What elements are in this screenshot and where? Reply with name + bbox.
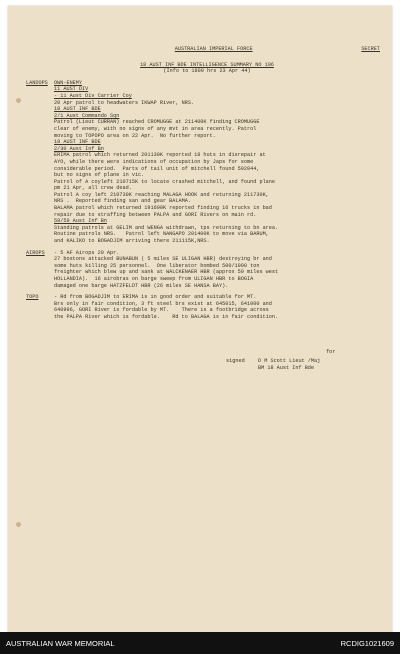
signature-name: D M Scott Lieut /Maj bbox=[258, 358, 321, 365]
text-line: considerable period. Parts of tail unit of mitchell found 592044, bbox=[54, 165, 260, 172]
signature-block bbox=[26, 349, 388, 372]
section-label: TOPO bbox=[26, 294, 39, 301]
text-line: freighter which blew up and sank at WALCKENAER HBR (approx 50 miles west bbox=[54, 269, 279, 276]
text-line: clear of enemy, with no signs of any mvt in area recently. Patrol bbox=[54, 125, 257, 132]
document-body bbox=[26, 46, 388, 371]
footer-record-id: RCDIG1021609 bbox=[340, 638, 394, 648]
text-line: pm 21 Apr, all crew dead. bbox=[54, 185, 132, 192]
section-body bbox=[54, 294, 388, 320]
signature-unit: BM 18 Aust Inf Bde bbox=[258, 364, 315, 371]
document-page bbox=[8, 6, 392, 632]
text-line: ERIMA patrol which returned 201130K reported 18 huts in disrepair at bbox=[54, 152, 266, 159]
text-line: 20 Apr patrol to headwaters IKWAP River, NRS. bbox=[54, 99, 195, 106]
text-line: HOLLANDIA). 16 airobras on barge sweep from ULIGAN HBR to BOGIA bbox=[54, 276, 254, 282]
text-line: damaged one barge HATZFELDT HBR (26 miles SE HANSA BAY). bbox=[54, 282, 229, 289]
unit-heading: 18 AUST INF BDE bbox=[54, 106, 101, 113]
sections-container bbox=[26, 80, 388, 321]
unit-heading: - 11 Aust Div Carrier Coy bbox=[54, 92, 132, 99]
text-line: BALAMA patrol which returned 191600K reported finding 16 trucks in bad bbox=[54, 205, 272, 212]
unit-heading: 2/30 Aust Inf Bn bbox=[54, 145, 104, 152]
text-line: the PALPA River which is fordable. Rd to BALAGA is in fair condition. bbox=[54, 313, 279, 320]
document-heading: AUSTRALIAN IMPERIAL FORCE bbox=[174, 46, 253, 52]
text-line: but no signs of plane in vic. bbox=[54, 172, 145, 179]
section-label: AIROPS bbox=[26, 249, 45, 256]
summary-title: 18 AUST INF BDE INTELLIGENCE SUMMARY NO 106 bbox=[140, 61, 274, 68]
summary-title-block bbox=[26, 62, 388, 75]
punch-hole bbox=[16, 522, 21, 527]
text-line: Patrol of A coyleft 210715K to locate crashed mitchell, and found plane bbox=[54, 178, 276, 185]
text-line: 640996, GORI River is fordable by MT. There is a footbridge across bbox=[54, 307, 269, 314]
text-line: repair due to straffing between PALPA and GORI Rivers on main rd. bbox=[54, 211, 257, 218]
text-line: - 5 AF Airops 20 Apr. bbox=[54, 249, 120, 256]
signature-for: for bbox=[326, 348, 336, 355]
section-landops bbox=[26, 80, 388, 245]
classification-label: SECRET bbox=[361, 46, 380, 52]
summary-subtitle: (Info to 1800 hrs 23 Apr 44) bbox=[163, 68, 251, 75]
section-topo bbox=[26, 294, 388, 320]
punch-hole bbox=[16, 98, 21, 103]
text-line: NRS . Reported finding san and gear BALAMA. bbox=[54, 198, 191, 205]
unit-heading: 11 AUST DIV bbox=[54, 86, 89, 93]
text-line: Patrol (Lieut CURRAN) reached CROMUGGE at 211400K finding CROMUGGE bbox=[54, 119, 260, 126]
text-line: and KALIKO to BOGADJIM arriving there 211115K,NRS. bbox=[54, 238, 210, 245]
unit-heading: 2/1 Aust Commando Sqn bbox=[54, 112, 120, 119]
section-airops bbox=[26, 250, 388, 290]
text-line: moving to TOPOPO area on 22 Apr. No further report. bbox=[54, 132, 216, 139]
text-line: some huts killing 25 personnel. One liberator bombed 500/1000 ton bbox=[54, 262, 260, 269]
text-line: - Rd from BOGADJIM to ERIMA is in good order and suitable for MT. bbox=[54, 294, 257, 301]
unit-heading: 58/59 Aust Inf Bn bbox=[54, 218, 107, 225]
section-body bbox=[54, 80, 388, 245]
text-line: AYO, while there were indications of occupation by Japs for some bbox=[54, 158, 254, 165]
text-line: Routine patrols NRS. Patrol left NANGAPO 201400K to move via BARUM, bbox=[54, 231, 269, 238]
unit-heading: OWN-ENEMY bbox=[54, 79, 83, 86]
signature-signed-label: signed bbox=[226, 358, 245, 365]
unit-heading: 18 AUST INF BDE bbox=[54, 139, 101, 146]
document-header bbox=[26, 46, 388, 53]
text-line: Brs only in fair condition, 3 ft steel brs exist at 645015, 641000 and bbox=[54, 300, 272, 307]
text-line: Standing patrols at GELIM and WENGA withdrawn, tps returning to bn area. bbox=[54, 224, 279, 231]
section-label: LANDOPS bbox=[26, 79, 48, 86]
archive-footer bbox=[0, 632, 400, 654]
text-line: 27 bostons attacked BUNABUN ( 5 miles SE ULIGAN HBR) destroying br and bbox=[54, 256, 272, 263]
section-body bbox=[54, 250, 388, 290]
footer-source: AUSTRALIAN WAR MEMORIAL bbox=[6, 638, 115, 648]
text-line: Patrol A coy left 210730K reaching MALAGA HOOK and returning 211730K, bbox=[54, 191, 269, 198]
